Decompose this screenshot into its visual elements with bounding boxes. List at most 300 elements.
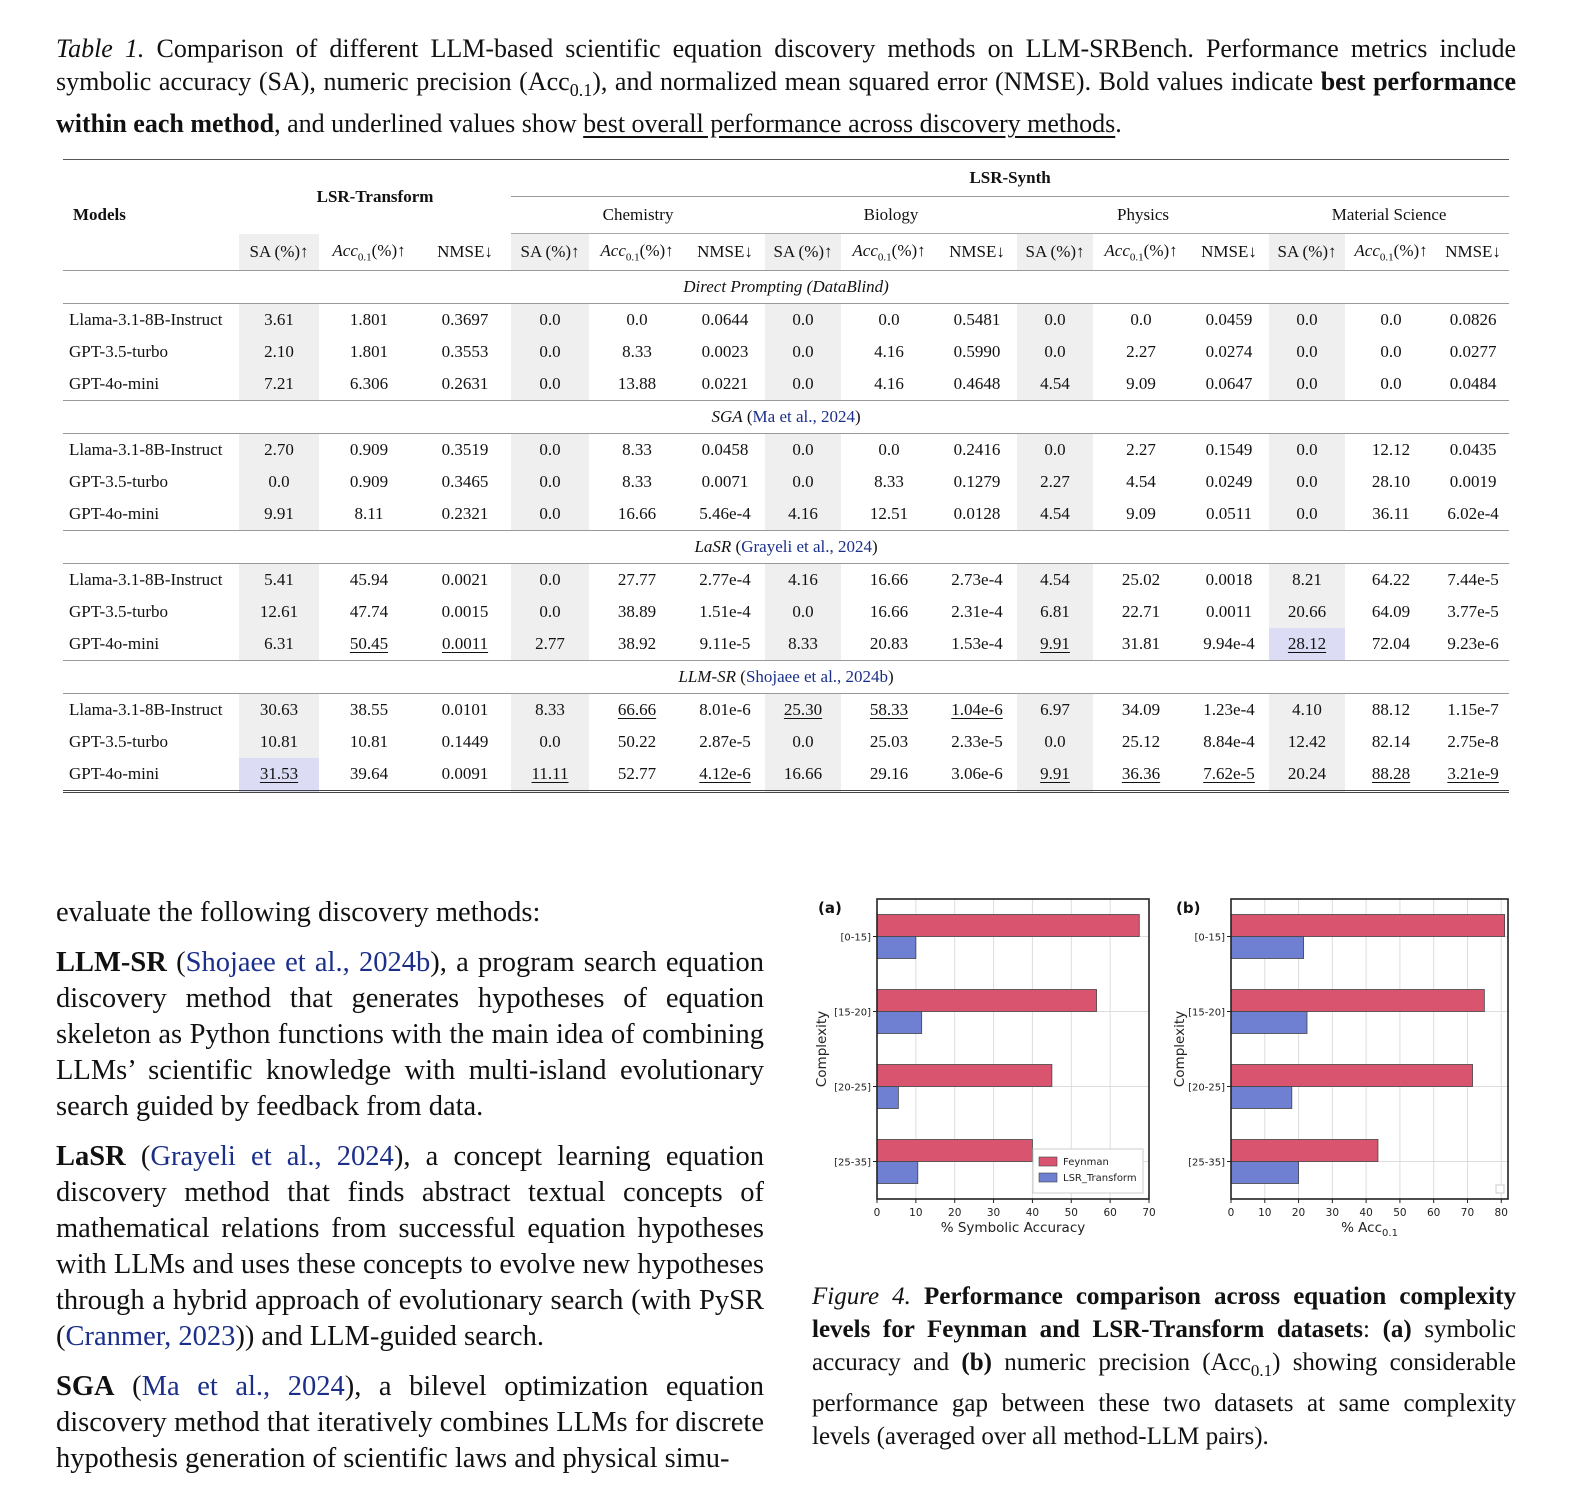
bar-feynman — [877, 915, 1139, 937]
table-cell: 0.0274 — [1205, 342, 1253, 361]
y-tick-label: [15-20] — [834, 1007, 871, 1019]
table-cell: 1.801 — [349, 310, 389, 329]
domain-header-chemistry: Chemistry — [511, 197, 765, 234]
table-cell: 0.0 — [511, 434, 589, 467]
table-row — [63, 466, 1509, 498]
table-row — [63, 304, 1509, 337]
table-cell: 52.77 — [617, 764, 657, 783]
panel-label: (a) — [818, 899, 842, 917]
table-cell: 0.5481 — [953, 310, 1001, 329]
table-cell: 2.33e-5 — [951, 732, 1003, 751]
model-name: GPT-3.5-turbo — [69, 342, 169, 361]
intro-paragraph: evaluate the following discovery methods: — [56, 897, 541, 928]
table-cell: 50.22 — [617, 732, 657, 751]
metric-header-acc: Acc$_{0.1}$(%)↑ — [1345, 234, 1437, 271]
legend-label: Feynman — [1063, 1157, 1109, 1168]
table-cell: 3.61 — [239, 304, 319, 337]
section-citation[interactable]: Ma et al., 2024 — [752, 407, 855, 426]
metric-header-nmse: NMSE↓ — [937, 234, 1017, 271]
bar-lsr-transform — [1231, 1087, 1292, 1109]
caption-text-3: , and underlined values show — [274, 109, 584, 139]
caption-underlined: best overall performance across discovery methods — [583, 109, 1116, 139]
y-tick-label: [20-25] — [1188, 1082, 1225, 1094]
table-cell: 88.12 — [1371, 700, 1411, 719]
bar-lsr-transform — [1231, 937, 1304, 959]
table-cell: 27.77 — [617, 570, 657, 589]
x-tick-label: 20 — [948, 1207, 962, 1219]
table-cell: 2.27 — [1126, 342, 1156, 361]
table-cell: 0.2321 — [441, 504, 489, 523]
section-method-name: LaSR — [694, 537, 732, 556]
section-method-name: Direct Prompting (DataBlind) — [683, 277, 889, 296]
table-cell: 10.81 — [349, 732, 389, 751]
models-header: Models — [73, 205, 126, 224]
table-cell: 0.0 — [1269, 498, 1345, 531]
table-cell: 8.33 — [511, 694, 589, 727]
table-caption — [56, 32, 1516, 140]
x-tick-label: 0 — [1227, 1207, 1235, 1219]
metric-header-nmse: NMSE↓ — [1189, 234, 1269, 271]
table-cell: 0.0458 — [701, 440, 749, 459]
table-row — [63, 628, 1509, 661]
table-cell: 10.81 — [239, 726, 319, 758]
caption-text-2: ), and normalized mean squared error (NMSE). Bold values indicate — [592, 67, 1321, 96]
table-cell: 0.0 — [1269, 336, 1345, 368]
llm-sr-paragraph: LLM-SR (Shojaee et al., 2024b), a program search equation discovery method that generates hypotheses of equation skeleton as Python functions with the main idea of combining LLMs’ scientific knowledge with multi-island evolutionary search guided by feedback from data. — [56, 947, 764, 1122]
results-table — [63, 159, 1509, 793]
section-method-name: LLM-SR — [678, 667, 737, 686]
table-cell: 2.75e-8 — [1447, 732, 1499, 751]
table-cell: 29.16 — [869, 764, 909, 783]
figure-caption-b: (b) — [961, 1349, 992, 1376]
table-cell: 5.46e-4 — [699, 504, 751, 523]
bar-feynman — [1231, 1140, 1378, 1162]
table-cell: 9.09 — [1126, 504, 1156, 523]
table-cell: 0.0 — [1017, 434, 1093, 467]
section-method-name: SGA — [711, 407, 743, 426]
table-cell: 4.54 — [1017, 564, 1093, 597]
table-cell: 0.0018 — [1205, 570, 1253, 589]
table-cell: 0.2631 — [441, 374, 489, 393]
x-tick-label: 10 — [909, 1207, 923, 1219]
table-cell: 0.0 — [765, 304, 841, 337]
y-tick-label: [0-15] — [840, 932, 871, 944]
table-cell: 13.88 — [617, 374, 657, 393]
legend-label: LSR_Transform — [1063, 1173, 1137, 1184]
table-cell: 8.33 — [622, 440, 652, 459]
table-cell: 6.306 — [349, 374, 389, 393]
table-cell: 0.0647 — [1205, 374, 1253, 393]
llm-sr-citation[interactable]: Shojaee et al., 2024b — [185, 947, 431, 978]
table-cell: 0.0277 — [1449, 342, 1497, 361]
table-cell: 38.55 — [349, 700, 389, 719]
table-cell: 38.89 — [617, 602, 657, 621]
figure-caption-b-sub: 0.1 — [1250, 1361, 1273, 1380]
metric-header-nmse: NMSE↓ — [419, 234, 511, 271]
table-cell: 0.0459 — [1205, 310, 1253, 329]
table-cell: 0.0 — [511, 596, 589, 628]
domain-header-physics: Physics — [1017, 197, 1269, 234]
metric-header-row — [63, 234, 1509, 271]
table-cell: 0.0 — [1269, 304, 1345, 337]
table-cell: 39.64 — [349, 764, 389, 783]
table-cell: 0.0 — [1380, 374, 1402, 393]
metric-header-sa: SA (%)↑ — [1017, 234, 1093, 271]
model-name: GPT-3.5-turbo — [69, 732, 169, 751]
table-cell: 0.0 — [1380, 342, 1402, 361]
table-cell: 0.0019 — [1449, 472, 1497, 491]
table-cell: 0.0 — [626, 310, 648, 329]
table-row — [63, 726, 1509, 758]
table-cell: 0.0 — [765, 466, 841, 498]
lasr-citation[interactable]: Grayeli et al., 2024 — [150, 1141, 394, 1172]
table-cell: 2.31e-4 — [951, 602, 1003, 621]
table-cell: 0.0 — [511, 368, 589, 401]
x-tick-label: 30 — [986, 1207, 1001, 1219]
section-header-row — [63, 401, 1509, 434]
metric-header-acc: Acc$_{0.1}$(%)↑ — [589, 234, 685, 271]
x-tick-label: 70 — [1460, 1207, 1475, 1219]
table-cell: 64.22 — [1371, 570, 1411, 589]
x-tick-label: 70 — [1142, 1207, 1156, 1219]
table-row — [63, 336, 1509, 368]
bar-feynman — [1231, 915, 1505, 937]
table-row — [63, 498, 1509, 531]
table-cell: 4.16 — [874, 374, 904, 393]
table-cell: 0.3519 — [441, 440, 489, 459]
table-cell: 0.0 — [239, 466, 319, 498]
bar-lsr-transform — [1231, 1162, 1299, 1184]
table-cell: 64.09 — [1371, 602, 1411, 621]
table-cell: 34.09 — [1121, 700, 1161, 719]
table-cell: 0.0 — [878, 440, 900, 459]
metric-header-sa: SA (%)↑ — [765, 234, 841, 271]
table-cell: 47.74 — [349, 602, 389, 621]
x-axis-label-sub: 0.1 — [1382, 1228, 1398, 1239]
table-cell: 0.909 — [349, 440, 389, 459]
table-cell: 22.71 — [1121, 602, 1161, 621]
table-cell: 0.0 — [1269, 466, 1345, 498]
legend-swatch — [1039, 1173, 1057, 1182]
table-cell: 0.0249 — [1205, 472, 1253, 491]
figure-caption — [812, 1280, 1516, 1453]
table-cell: 0.0011 — [1205, 602, 1253, 621]
table-cell: 1.51e-4 — [699, 602, 751, 621]
model-name: Llama-3.1-8B-Instruct — [69, 310, 223, 329]
table-cell: 6.81 — [1017, 596, 1093, 628]
table-cell: 0.3697 — [441, 310, 489, 329]
table-cell: 8.33 — [874, 472, 904, 491]
table-cell: 4.54 — [1017, 498, 1093, 531]
table-cell: 11.11 — [511, 758, 589, 792]
table-cell: 0.0 — [765, 368, 841, 401]
table-cell: 12.12 — [1371, 440, 1411, 459]
table-cell: 0.0484 — [1449, 374, 1497, 393]
section-title: LLM-SR (Shojaee et al., 2024b) — [63, 661, 1509, 694]
table-cell: 0.0 — [1380, 310, 1402, 329]
lsr-transform-header: LSR-Transform — [316, 186, 434, 206]
table-cell: 0.0071 — [701, 472, 749, 491]
table-cell: 0.1449 — [441, 732, 489, 751]
section-header-row — [63, 271, 1509, 304]
section-title: SGA (Ma et al., 2024) — [63, 401, 1509, 434]
table-cell: 9.91 — [239, 498, 319, 531]
y-axis-label: Complexity — [1172, 1010, 1188, 1088]
table-cell: 0.0 — [765, 434, 841, 467]
table-cell: 8.33 — [765, 628, 841, 661]
table-cell: 4.16 — [765, 498, 841, 531]
x-axis-label: % Acc$_{0.1}$ — [1341, 1220, 1398, 1239]
table-cell: 82.14 — [1371, 732, 1411, 751]
table-cell: 4.16 — [765, 564, 841, 597]
table-row — [63, 694, 1509, 727]
table-cell: 16.66 — [617, 504, 657, 523]
table-cell: 50.45 — [349, 634, 389, 653]
table-cell: 2.10 — [239, 336, 319, 368]
x-tick-label: 40 — [1025, 1207, 1040, 1219]
table-cell: 72.04 — [1371, 634, 1411, 653]
table-cell: 0.1279 — [953, 472, 1001, 491]
table-cell: 2.77e-4 — [699, 570, 751, 589]
body-text — [56, 895, 764, 1491]
table-cell: 20.66 — [1269, 596, 1345, 628]
metric-header-nmse: NMSE↓ — [685, 234, 765, 271]
lasr-name: LaSR — [56, 1141, 126, 1172]
table-row — [63, 368, 1509, 401]
metric-header-sa: SA (%)↑ — [239, 234, 319, 271]
caption-label: Table 1. — [56, 34, 145, 63]
table-cell: 36.11 — [1372, 504, 1410, 523]
caption-text-4: . — [1115, 109, 1122, 139]
model-name: GPT-4o-mini — [69, 634, 160, 653]
table-cell: 16.66 — [869, 602, 909, 621]
legend-box — [1033, 1149, 1143, 1193]
table-cell: 2.70 — [239, 434, 319, 467]
table-cell: 28.10 — [1371, 472, 1411, 491]
y-tick-label: [0-15] — [1194, 932, 1225, 944]
figure-4 — [810, 892, 1522, 1252]
table-cell: 1.801 — [349, 342, 389, 361]
table-cell: 7.21 — [239, 368, 319, 401]
table-row — [63, 596, 1509, 628]
table-cell: 0.0 — [1017, 304, 1093, 337]
table-cell: 0.0015 — [441, 602, 489, 621]
table-cell: 1.15e-7 — [1447, 700, 1499, 719]
table-cell: 0.0011 — [441, 634, 489, 653]
bar-lsr-transform — [877, 937, 916, 959]
table-cell: 9.91 — [1017, 628, 1093, 661]
table-cell: 9.23e-6 — [1447, 634, 1499, 653]
table-cell: 4.54 — [1017, 368, 1093, 401]
metric-header-acc: Acc$_{0.1}$(%)↑ — [1093, 234, 1189, 271]
lasr-text: , a concept learning equation discovery method that finds abstract textual concepts of mathematical relations from successful equation hypotheses with LLMs and uses these concepts to evolve new hypotheses through a hybrid approach of evolutionary search (with PySR ( — [56, 1141, 764, 1352]
table-cell: 6.97 — [1017, 694, 1093, 727]
table-cell: 0.0 — [511, 498, 589, 531]
table-cell: 4.10 — [1269, 694, 1345, 727]
table-row — [63, 564, 1509, 597]
table-cell: 1.53e-4 — [951, 634, 1003, 653]
table-cell: 4.54 — [1126, 472, 1156, 491]
x-axis-label: % Symbolic Accuracy — [940, 1220, 1086, 1236]
table-cell: 0.4648 — [953, 374, 1001, 393]
table-cell: 12.42 — [1269, 726, 1345, 758]
figure-caption-a: (a) — [1382, 1316, 1412, 1343]
table-cell: 0.0511 — [1205, 504, 1253, 523]
table-cell: 9.11e-5 — [699, 634, 751, 653]
table-cell: 8.21 — [1269, 564, 1345, 597]
table-cell: 0.1549 — [1205, 440, 1253, 459]
x-tick-label: 50 — [1064, 1207, 1078, 1219]
table-cell: 16.66 — [869, 570, 909, 589]
x-tick-label: 80 — [1494, 1207, 1508, 1219]
table-cell: 0.909 — [349, 472, 389, 491]
section-header-row — [63, 531, 1509, 564]
table-cell: 3.06e-6 — [951, 764, 1003, 783]
table-cell: 0.0 — [511, 564, 589, 597]
metric-header-acc: Acc$_{0.1}$(%)↑ — [319, 234, 419, 271]
bar-feynman — [1231, 1065, 1473, 1087]
y-tick-label: [25-35] — [1188, 1157, 1225, 1169]
caption-text-1: Comparison of different LLM-based scientific equation discovery methods on LLM-SRBench. Performance metrics include symbolic accuracy (SA), numeric precision (Acc — [56, 34, 1516, 96]
table-cell: 45.94 — [349, 570, 389, 589]
table-cell: 2.73e-4 — [951, 570, 1003, 589]
panel-label: (b) — [1176, 899, 1201, 917]
section-title: LaSR (Grayeli et al., 2024) — [63, 531, 1509, 564]
table-cell: 0.0 — [1130, 310, 1152, 329]
table-cell: 30.63 — [239, 694, 319, 727]
domain-header-material-science: Material Science — [1269, 197, 1509, 234]
table-cell: 1.04e-6 — [951, 700, 1003, 719]
bar-feynman — [1231, 990, 1484, 1012]
section-citation[interactable]: Shojaee et al., 2024b — [745, 667, 889, 686]
y-tick-label: [15-20] — [1188, 1007, 1225, 1019]
table-cell: 1.23e-4 — [1203, 700, 1255, 719]
model-name: GPT-4o-mini — [69, 504, 160, 523]
table-cell: 0.0435 — [1449, 440, 1497, 459]
table-cell: 8.11 — [354, 504, 384, 523]
table-cell: 9.94e-4 — [1203, 634, 1255, 653]
figure-caption-sep: : — [1363, 1316, 1383, 1343]
table-cell: 58.33 — [869, 700, 909, 719]
x-tick-label: 60 — [1426, 1207, 1441, 1219]
bar-lsr-transform — [877, 1012, 922, 1034]
figure-caption-b-text-2: ) showing considerable performance gap between these two datasets at same complexity levels (averaged over all method-LLM pairs). — [812, 1349, 1517, 1450]
table-cell: 0.0221 — [701, 374, 749, 393]
table-cell: 0.3465 — [441, 472, 489, 491]
table-cell: 25.30 — [765, 694, 841, 727]
table-cell: 2.27 — [1126, 440, 1156, 459]
bar-lsr-transform — [877, 1162, 918, 1184]
table-cell: 31.81 — [1121, 634, 1161, 653]
model-name: Llama-3.1-8B-Instruct — [69, 570, 223, 589]
table-cell: 7.62e-5 — [1203, 764, 1255, 783]
table-cell: 3.21e-9 — [1447, 764, 1499, 783]
metric-header-sa: SA (%)↑ — [511, 234, 589, 271]
table-cell: 0.0826 — [1449, 310, 1497, 329]
bar-lsr-transform — [1231, 1012, 1307, 1034]
x-tick-label: 40 — [1359, 1207, 1373, 1219]
lasr-paragraph: LaSR (Grayeli et al., 2024), a concept learning equation discovery method that finds abstract textual concepts of mathematical relations from successful equation hypotheses with LLMs and uses these concepts to evolve new hypotheses through a hybrid approach of evolutionary search (with PySR (Cranmer, 2023)) and LLM-guided search. — [56, 1141, 764, 1352]
figure-caption-b-text-1: numeric precision (Acc — [991, 1349, 1251, 1376]
table-cell: 12.61 — [239, 596, 319, 628]
table-cell: 4.16 — [874, 342, 904, 361]
table-cell: 9.91 — [1017, 758, 1093, 792]
model-name: Llama-3.1-8B-Instruct — [69, 700, 223, 719]
llm-sr-name: LLM-SR — [56, 947, 167, 978]
table-cell: 2.27 — [1017, 466, 1093, 498]
x-tick-label: 10 — [1258, 1207, 1272, 1219]
table-cell: 0.0644 — [701, 310, 749, 329]
table-cell: 8.01e-6 — [699, 700, 751, 719]
figure-caption-label: Figure 4. — [812, 1283, 911, 1310]
metric-header-nmse: NMSE↓ — [1437, 234, 1509, 271]
sga-paragraph: SGA (Ma et al., 2024), a bilevel optimization equation discovery method that iteratively combines LLMs for discrete hypothesis generation of scientific laws and physical simu- — [56, 1371, 764, 1474]
x-tick-label: 60 — [1103, 1207, 1117, 1219]
table-cell: 2.87e-5 — [699, 732, 751, 751]
metric-header-sa: SA (%)↑ — [1269, 234, 1345, 271]
section-title — [63, 271, 1509, 304]
table-cell: 28.12 — [1269, 628, 1345, 661]
table-cell: 0.0 — [1017, 726, 1093, 758]
lasr-text-2: )) and LLM-guided search. — [235, 1321, 544, 1352]
table-row — [63, 758, 1509, 792]
model-name: GPT-3.5-turbo — [69, 602, 169, 621]
table-cell: 88.28 — [1371, 764, 1411, 783]
metric-header-acc: Acc$_{0.1}$(%)↑ — [841, 234, 937, 271]
table-cell: 0.0 — [511, 304, 589, 337]
table-row — [63, 434, 1509, 467]
model-name: GPT-4o-mini — [69, 374, 160, 393]
section-citation[interactable]: Grayeli et al., 2024 — [741, 537, 872, 556]
y-tick-label: [20-25] — [834, 1082, 871, 1094]
table-cell: 6.02e-4 — [1447, 504, 1499, 523]
bar-feynman — [877, 990, 1097, 1012]
figure-caption-bold: Performance comparison across equation complexity levels for Feynman and LSR-Transform datasets — [812, 1283, 1516, 1343]
pysr-citation[interactable]: Cranmer, 2023 — [65, 1321, 236, 1352]
table-cell: 6.31 — [239, 628, 319, 661]
table-cell: 20.83 — [869, 634, 909, 653]
table-cell: 9.09 — [1126, 374, 1156, 393]
table-cell: 0.0101 — [441, 700, 489, 719]
table-cell: 25.12 — [1121, 732, 1161, 751]
table-cell: 0.2416 — [953, 440, 1001, 459]
table-cell: 8.84e-4 — [1203, 732, 1255, 751]
table-cell: 0.0 — [765, 596, 841, 628]
model-name: GPT-4o-mini — [69, 764, 160, 783]
bar-lsr-transform — [877, 1087, 898, 1109]
legend-swatch — [1039, 1157, 1057, 1166]
caption-bold: best performance within each method — [56, 67, 1517, 139]
table-cell: 31.53 — [239, 758, 319, 792]
sga-citation[interactable]: Ma et al., 2024 — [141, 1371, 345, 1402]
y-tick-label: [25-35] — [834, 1157, 871, 1169]
table-cell: 2.77 — [511, 628, 589, 661]
table-cell: 0.0 — [878, 310, 900, 329]
x-tick-label: 0 — [873, 1207, 881, 1219]
table-cell: 12.51 — [869, 504, 909, 523]
table-cell: 0.0 — [1017, 336, 1093, 368]
x-tick-label: 20 — [1291, 1207, 1306, 1219]
table-cell: 5.41 — [239, 564, 319, 597]
table-cell: 3.77e-5 — [1447, 602, 1499, 621]
figure-caption-a-text: symbolic accuracy and — [812, 1316, 1516, 1376]
domain-header-biology: Biology — [765, 197, 1017, 234]
table-cell: 0.5990 — [953, 342, 1001, 361]
sga-name: SGA — [56, 1371, 115, 1402]
model-name: Llama-3.1-8B-Instruct — [69, 440, 223, 459]
table-cell: 20.24 — [1269, 758, 1345, 792]
legend-stub — [1496, 1185, 1504, 1193]
